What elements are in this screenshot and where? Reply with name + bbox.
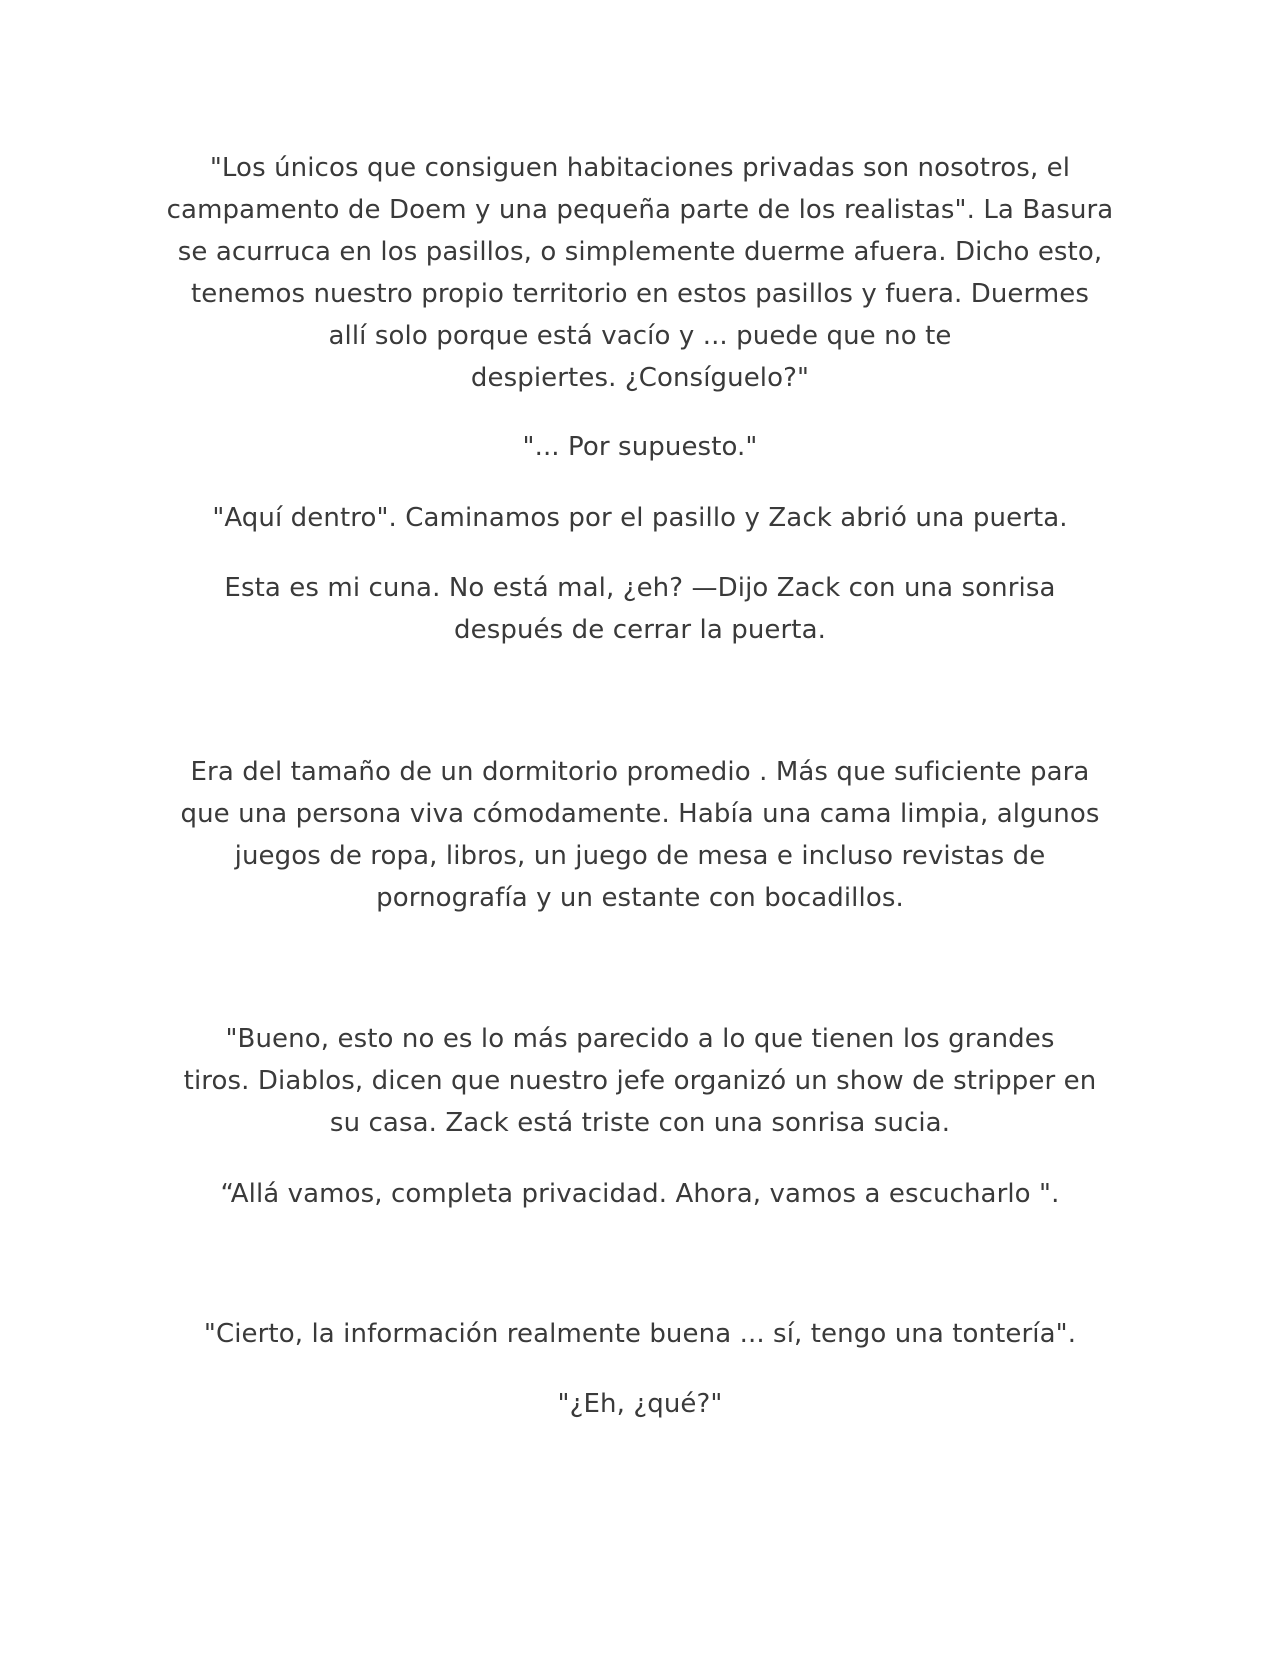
paragraph-line: “Allá vamos, completa privacidad. Ahora, vamos a escucharlo ". xyxy=(220,1179,1060,1209)
paragraph-line: allí solo porque está vacío y ... puede que no te xyxy=(328,321,952,351)
paragraph-line: tiros. Diablos, dicen que nuestro jefe organizó un show de stripper en xyxy=(183,1066,1097,1096)
paragraph-line: "Aquí dentro". Caminamos por el pasillo y Zack abrió una puerta. xyxy=(212,503,1068,533)
paragraph-line: se acurruca en los pasillos, o simplemente duerme afuera. Dicho esto, xyxy=(177,237,1103,267)
paragraph-line: juegos de ropa, libros, un juego de mesa e incluso revistas de xyxy=(234,841,1046,871)
paragraph-line: "... Por supuesto." xyxy=(522,432,758,462)
paragraph-line: Esta es mi cuna. No está mal, ¿eh? —Dijo Zack con una sonrisa xyxy=(224,573,1056,603)
paragraph-line: que una persona viva cómodamente. Había una cama limpia, algunos xyxy=(180,799,1100,829)
paragraph-line: su casa. Zack está triste con una sonrisa sucia. xyxy=(329,1108,951,1138)
paragraph-line: campamento de Doem y una pequeña parte de los realistas". La Basura xyxy=(166,195,1114,225)
paragraph-line: "¿Eh, ¿qué?" xyxy=(557,1389,723,1419)
paragraph-line: "Los únicos que consiguen habitaciones privadas son nosotros, el xyxy=(209,153,1071,183)
paragraph-4 xyxy=(140,567,1140,651)
paragraph-3 xyxy=(140,497,1140,539)
paragraph-7 xyxy=(140,1173,1140,1215)
paragraph-8 xyxy=(140,1313,1140,1355)
paragraph-line: Era del tamaño de un dormitorio promedio . Más que suficiente para xyxy=(190,757,1090,787)
paragraph-line: tenemos nuestro propio territorio en estos pasillos y fuera. Duermes xyxy=(190,279,1090,309)
paragraph-line: "Cierto, la información realmente buena ... sí, tengo una tontería". xyxy=(203,1319,1077,1349)
paragraph-line: pornografía y un estante con bocadillos. xyxy=(376,883,904,913)
paragraph-1 xyxy=(140,147,1140,399)
paragraph-2 xyxy=(140,426,1140,468)
paragraph-line: después de cerrar la puerta. xyxy=(454,615,826,645)
paragraph-line: despiertes. ¿Consíguelo?" xyxy=(470,363,810,393)
paragraph-line: "Bueno, esto no es lo más parecido a lo que tienen los grandes xyxy=(225,1024,1055,1054)
paragraph-6 xyxy=(140,1018,1140,1144)
paragraph-9 xyxy=(140,1383,1140,1425)
paragraph-5 xyxy=(140,751,1140,919)
